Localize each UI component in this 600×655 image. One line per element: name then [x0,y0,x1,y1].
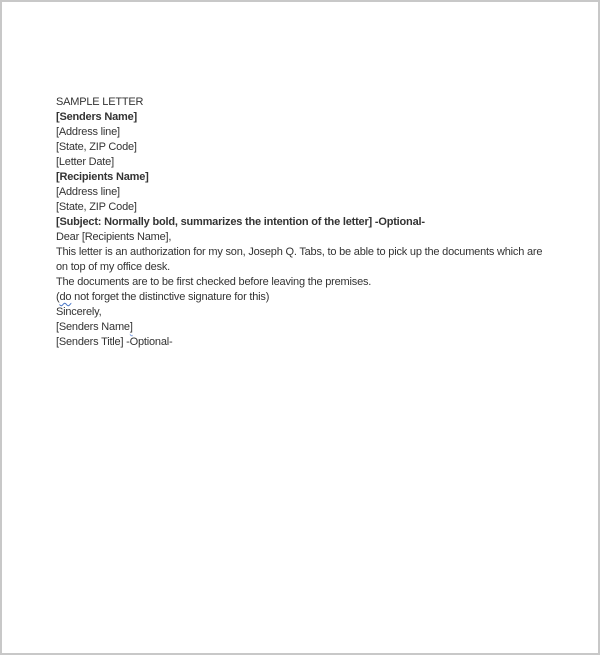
signature-name-placeholder: [Senders Name [56,321,130,333]
sender-address-block [56,110,552,155]
note-prefix: ( [56,291,60,303]
sample-letter-heading: SAMPLE LETTER [56,96,144,108]
sender-state-zip-placeholder: [State, ZIP Code] [56,141,137,153]
sender-address-line-placeholder: [Address line] [56,126,120,138]
closing: Sincerely, [56,306,102,318]
subject-line-placeholder: [Subject: Normally bold, summarizes the intention of the letter] -Optional- [56,216,425,228]
signature-name-line [56,320,552,335]
note-grammar-flagged-word: do [59,291,72,303]
recipient-name-placeholder: [Recipients Name] [56,171,149,183]
letter-date-placeholder: [Letter Date] [56,156,114,168]
note-rest: not forget the distinctive signature for this) [71,291,270,303]
signature-title-placeholder: [Senders Title] -Optional- [56,336,173,348]
signature-name-closing-bracket: ] [129,321,133,333]
body-paragraph-1: This letter is an authorization for my son, Joseph Q. Tabs, to be able to pick up the documents which are on top of my office desk. [56,246,543,273]
salutation: Dear [Recipients Name], [56,231,172,243]
recipient-address-block [56,170,552,215]
signature-note [56,290,552,305]
body-paragraph-2: The documents are to be first checked before leaving the premises. [56,276,372,288]
recipient-state-zip-placeholder: [State, ZIP Code] [56,201,137,213]
letter-body [2,2,598,653]
sender-name-placeholder: [Senders Name] [56,111,137,123]
recipient-address-line-placeholder: [Address line] [56,186,120,198]
signature-block [56,320,552,350]
